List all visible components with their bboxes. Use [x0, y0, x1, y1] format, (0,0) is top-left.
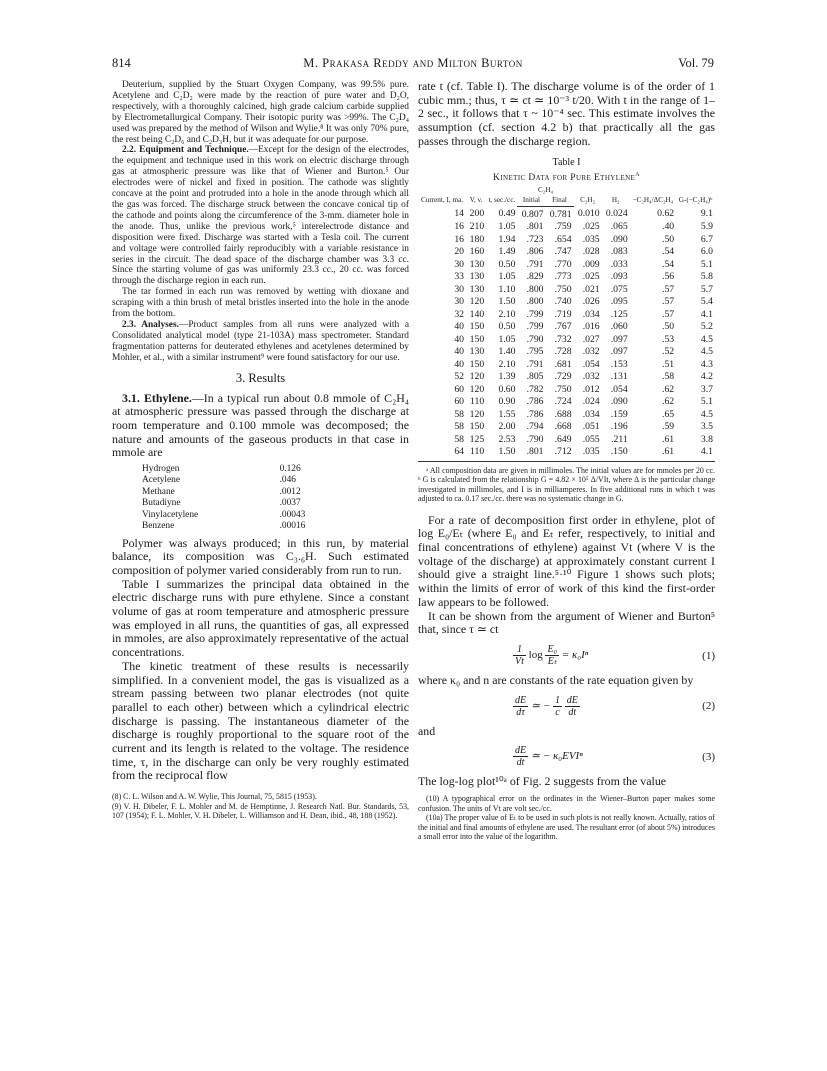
- table-label: Table I: [552, 156, 581, 168]
- cell-c2h4-initial: .794: [526, 421, 544, 433]
- cell-g: 4.2: [700, 371, 713, 383]
- equation-3-number: (3): [702, 750, 715, 763]
- cell-c2h4-initial: .791: [526, 258, 544, 270]
- table-row: [418, 259, 715, 272]
- cell-ratio: .56: [662, 271, 675, 283]
- equation-1-ratio: [545, 644, 559, 667]
- cell-current: 16: [454, 233, 465, 245]
- cell-current: 52: [454, 371, 465, 383]
- equation-1-prefactor: [513, 644, 526, 667]
- subsection-heading-ethylene: 3.1. Ethylene.: [122, 390, 192, 405]
- equation-1-rhs: = κ₀Iⁿ: [561, 649, 589, 662]
- cell-voltage: 200: [469, 208, 485, 220]
- cell-h2: .159: [610, 408, 628, 420]
- equation-3-lhs-num: dE: [515, 745, 527, 757]
- header-c2h2: C₂H₂: [580, 196, 596, 205]
- cell-g: 4.3: [700, 358, 713, 370]
- equation-1-prefactor-num: 1: [513, 644, 526, 656]
- cell-ratio: .58: [662, 371, 675, 383]
- equation-2-rhs: [565, 695, 580, 718]
- cell-c2h4-final: .728: [554, 346, 572, 358]
- cell-c2h4-final: .747: [554, 246, 572, 258]
- footnote-8: (8) C. L. Wilson and A. W. Wylie, This Journal, 75, 5815 (1953).: [112, 792, 317, 802]
- cell-time: 2.10: [498, 308, 516, 320]
- cell-g: 3.7: [700, 383, 713, 395]
- cell-time: 1.10: [498, 283, 516, 295]
- equation-2-mid-den: c: [555, 706, 560, 718]
- cell-current: 58: [454, 408, 465, 420]
- cell-c2h4-initial: .806: [526, 246, 544, 258]
- cell-h2: .150: [602, 446, 630, 461]
- cell-c2h2: .021: [582, 283, 600, 295]
- cell-time: 0.50: [498, 321, 516, 333]
- paragraph-wiener-burton: It can be shown from the argument of Wiener and Burton⁵ that, since τ ≃ ct: [418, 608, 715, 637]
- cell-ratio: .65: [662, 408, 675, 420]
- equation-2-number: (2): [702, 700, 715, 713]
- cell-voltage: 140: [469, 308, 485, 320]
- cell-h2: .211: [611, 433, 628, 445]
- cell-ratio: .57: [662, 296, 675, 308]
- equation-2-mid-num: 1: [555, 694, 560, 706]
- equation-2-rhs-den: dt: [568, 706, 577, 718]
- cell-current: 14: [454, 208, 465, 220]
- cell-c2h2: .028: [582, 246, 600, 258]
- cell-current: 64: [418, 446, 466, 461]
- cell-g: 5.2: [700, 321, 713, 333]
- cell-c2h4-final: .759: [554, 221, 572, 233]
- product-amount: .046: [279, 475, 296, 486]
- cell-g: 5.1: [700, 396, 713, 408]
- product-amount: .0012: [279, 486, 301, 497]
- cell-c2h2: .035: [574, 446, 602, 461]
- equation-3-lhs: [513, 745, 528, 768]
- paragraph-rate-constants: where κ₀ and n are constants of the rate equation given by: [418, 673, 694, 687]
- cell-c2h4-initial: .799: [526, 321, 544, 333]
- cell-c2h4-final: .732: [554, 333, 572, 345]
- volume-label: Vol. 79: [678, 56, 714, 70]
- cell-c2h4-initial: .805: [526, 371, 544, 383]
- cell-ratio: .61: [662, 433, 675, 445]
- table-header: [418, 186, 715, 207]
- cell-c2h2: .055: [582, 433, 600, 445]
- product-row: [142, 521, 352, 532]
- cell-current: 40: [454, 333, 465, 345]
- cell-time: 1.50: [498, 296, 516, 308]
- cell-h2: .196: [610, 421, 628, 433]
- cell-h2: .033: [610, 258, 628, 270]
- cell-g: 9.1: [700, 208, 713, 220]
- table-row: [418, 234, 715, 247]
- cell-voltage: 110: [470, 396, 485, 408]
- cell-time: 0.90: [498, 396, 516, 408]
- cell-current: 32: [454, 308, 465, 320]
- paragraph-equipment-text: —Except for the design of the electrodes, the equipment and technique used in this work on electric discharge through gas at atmospheric pressure was like that of Wiener and Burton.⁵ Our electrodes were of nickel and fixed in position. The cathode was slightly concave at the point and protruded into a hole in the anode through which all the gas was forced. The discharge struck between the concave conical tip of the cathode and points along the circumference of the 3-mm. diameter hole in the anode. Thus, unlike the previous work,⁵ interelectrode distance and disposition were fixed. Discharge was started with a Tesla coil. The current and voltage were controlled fairly reproducibly with a variable resistance in series in the circuit. The dead space of the discharge chamber was 3.3 cc. Since the starting volume of gas was uniformly 23.3 cc., 20 cc. was forced through the discharge region in each run.: [112, 145, 409, 287]
- cell-c2h2: .051: [582, 421, 600, 433]
- cell-ratio: .53: [662, 333, 675, 345]
- cell-c2h2: .025: [582, 221, 600, 233]
- cell-voltage: 130: [469, 258, 485, 270]
- equation-2-lhs-num: dE: [515, 694, 527, 706]
- header-time: t, sec./cc.: [488, 196, 516, 205]
- product-row: [142, 487, 352, 498]
- cell-c2h4-final: .712: [546, 446, 574, 461]
- header-c2h4-group: C₂H₄: [538, 185, 554, 194]
- footnote-9: (9) V. H. Dibeler, F. L. Mohler and M. de Hemptinne, J. Research Natl. Bur. Standards, 53, 107 (1954); F. L. Mohler, V. H. Dibeler, L. Williamson and H. Dean, ibid., 48, 188 (1952).: [112, 801, 409, 821]
- cell-current: 40: [454, 321, 465, 333]
- cell-c2h2: .012: [582, 383, 600, 395]
- header-current: Current, I, ma.: [420, 196, 464, 205]
- cell-c2h4-initial: .786: [526, 396, 544, 408]
- paragraph-kinetics: The kinetic treatment of these results is necessarily simplified. In a convenient model, the gas is visualized as a stream passing between two planar electrodes (not quite parallel to each other) between which a cylindrical electric discharge is passing. The instantaneous diameter of the discharge is roughly proportional to the square root of the current and its length is related to the voltage. The residence time, τ, in the discharge can only be very roughly estimated from the reciprocal flow: [112, 658, 409, 783]
- cell-current: 40: [454, 358, 465, 370]
- cell-time: 1.05: [498, 271, 516, 283]
- cell-h2: .093: [610, 271, 628, 283]
- product-name: Benzene: [142, 521, 175, 532]
- table-row: [418, 246, 715, 259]
- cell-c2h4-initial: .800: [526, 296, 544, 308]
- paragraph-ethylene: [112, 392, 409, 461]
- product-name: Vinylacetylene: [142, 509, 199, 520]
- cell-time: 1.39: [498, 371, 516, 383]
- cell-c2h2: .035: [582, 233, 600, 245]
- table-row: [418, 359, 715, 372]
- cell-c2h4-initial: .801: [517, 446, 545, 461]
- product-amount: 0.126: [279, 464, 301, 475]
- paragraph-first-order: For a rate of decomposition first order in ethylene, plot of log E₀/Eₜ (where E₀ and Eₜ refer, respectively, to initial and final concentrations of ethylene) against Vt (where V is the voltage of the discharge) at approximately constant current I should give a straight line.⁵·¹⁰ Figure 1 shows such plots; within the limits of error of work of this kind the first-order law appears to be followed.: [418, 512, 715, 609]
- cell-c2h4-initial: .791: [526, 358, 544, 370]
- cell-c2h4-initial: .801: [526, 221, 544, 233]
- cell-current: 58: [454, 421, 465, 433]
- cell-voltage: 120: [469, 383, 485, 395]
- cell-g: 4.1: [676, 446, 715, 461]
- cell-h2: .153: [610, 358, 628, 370]
- product-amount: .00016: [279, 521, 306, 532]
- cell-h2: .065: [610, 221, 628, 233]
- cell-c2h2: .034: [582, 408, 600, 420]
- cell-time: 1.49: [498, 246, 516, 258]
- equation-3: [418, 745, 715, 768]
- cell-current: 30: [454, 258, 465, 270]
- cell-time: 2.53: [498, 433, 516, 445]
- cell-c2h2: .009: [582, 258, 600, 270]
- cell-current: 60: [454, 383, 465, 395]
- cell-c2h4-final: .719: [554, 308, 572, 320]
- equation-2: [418, 695, 715, 718]
- table-row: [418, 371, 715, 384]
- cell-ratio: .50: [662, 321, 675, 333]
- cell-g: 5.7: [700, 283, 713, 295]
- subsection-heading-analyses: 2.3. Analyses.: [122, 319, 179, 330]
- cell-g: 4.5: [700, 346, 713, 358]
- equation-1-ratio-num: E₀: [547, 644, 558, 655]
- cell-g: 5.4: [700, 296, 713, 308]
- cell-ratio: .62: [662, 383, 675, 395]
- table-row: [418, 284, 715, 297]
- equation-1-log: log: [528, 649, 543, 662]
- cell-g: 6.7: [700, 233, 713, 245]
- product-name: Butadiyne: [142, 498, 181, 509]
- cell-c2h2: .032: [582, 346, 600, 358]
- table-row: [418, 271, 715, 284]
- table-row: [418, 434, 715, 447]
- paragraph-materials: Deuterium, supplied by the Stuart Oxygen Company, was 99.5% pure. Acetylene and C₂D₂ were made by the reaction of pure water and D₂O, respectively, with a thoroughly calcined, high grade calcium carbide supplied by Electrometallurgical Company. Their isotopic purity was >99%. The C₂D₄ used was prepared by the method of Wilson and Wylie.⁸ It was only 70% pure, the rest being C₂D₆ and C₂D₃H, but it was adequate for our purpose.: [112, 80, 409, 145]
- product-row: [142, 464, 352, 475]
- cell-ratio: .50: [662, 233, 675, 245]
- cell-c2h2: .016: [582, 321, 600, 333]
- equation-1-prefactor-den: Vt: [515, 656, 524, 667]
- cell-c2h4-initial: .723: [526, 233, 544, 245]
- cell-current: 30: [454, 296, 465, 308]
- and-text: and: [418, 723, 436, 738]
- cell-time: 0.60: [498, 383, 516, 395]
- cell-voltage: 160: [469, 246, 485, 258]
- cell-c2h4-initial: .782: [526, 383, 544, 395]
- cell-c2h4-final: .668: [554, 421, 572, 433]
- cell-voltage: 150: [469, 358, 485, 370]
- cell-time: 1.50: [486, 446, 517, 461]
- header-ratio: −C₂H₄/ΔC₂H₄: [632, 196, 674, 205]
- cell-voltage: 130: [469, 271, 485, 283]
- cell-voltage: 150: [469, 321, 485, 333]
- section-heading-results: 3. Results: [235, 370, 286, 385]
- cell-g: 4.5: [700, 408, 713, 420]
- cell-c2h2: .032: [582, 371, 600, 383]
- header-voltage: V, v.: [469, 196, 483, 205]
- cell-c2h4-final: 0.781: [549, 208, 572, 220]
- cell-h2: .095: [610, 296, 628, 308]
- cell-g: 3.5: [700, 421, 713, 433]
- right-column: [418, 80, 715, 842]
- cell-voltage: 125: [469, 433, 485, 445]
- cell-voltage: 180: [469, 233, 485, 245]
- cell-current: 60: [454, 396, 465, 408]
- table-row: [418, 409, 715, 422]
- page-number: 814: [112, 56, 131, 70]
- kinetic-data-table: [418, 186, 715, 462]
- paragraph-flow-rate: rate t (cf. Table I). The discharge volume is of the order of 1 cubic mm.; thus, τ ≃ ct ≃ 10⁻³ t/20. With t in the range of 1–2 sec., it follows that τ ~ 10⁻⁴ sec. This estimate involves the assumption (cf. section 4.2 b) that practically all the gas passes through the discharge region.: [418, 79, 715, 148]
- paragraph-log-log: The log-log plot¹⁰ᵃ of Fig. 2 suggests from the value: [418, 774, 667, 789]
- left-column: [112, 80, 409, 821]
- products-table: [142, 464, 352, 532]
- product-name: Acetylene: [142, 475, 180, 486]
- cell-voltage: 150: [469, 333, 485, 345]
- header-initial: Initial: [517, 196, 545, 207]
- cell-g: 5.9: [700, 221, 713, 233]
- equation-2-body: [513, 695, 580, 718]
- cell-time: 0.49: [498, 208, 516, 220]
- paragraph-analyses: [112, 320, 409, 364]
- footnote-10a: (10a) The proper value of Eₜ to be used in such plots is not really known. Actually, ratios of the initial and final amounts of ethylene are used. The resultant error (of about 5%) introduces a small error into the value of the logarithm.: [418, 813, 715, 842]
- cell-c2h2: .027: [582, 333, 600, 345]
- cell-g: 6.0: [700, 246, 713, 258]
- cell-time: 1.94: [498, 233, 516, 245]
- cell-ratio: .57: [662, 283, 675, 295]
- table-row: [418, 334, 715, 347]
- cell-c2h4-initial: 0.807: [521, 208, 544, 220]
- cell-current: 33: [454, 271, 465, 283]
- cell-ratio: 0.62: [657, 208, 675, 220]
- cell-c2h4-initial: .799: [526, 308, 544, 320]
- table-header-row-1: [418, 186, 715, 196]
- cell-c2h2: .024: [582, 396, 600, 408]
- equation-2-lhs-den: dτ: [516, 706, 525, 718]
- cell-g: 5.8: [700, 271, 713, 283]
- cell-g: 4.5: [700, 333, 713, 345]
- cell-voltage: 120: [469, 408, 485, 420]
- equation-1-ratio-den: Eₜ: [547, 656, 557, 667]
- table-row: [418, 221, 715, 234]
- product-name: Hydrogen: [142, 464, 180, 475]
- table-footnote: ᵃ All composition data are given in millimoles. The initial values are for mmoles per 20 cc. ᵇ G is calculated from the relationship G = 4.82 × 10⁵ Δ/VIt, where Δ is the particular change investigated in millimoles, and I is in milliamperes. In five additional runs in which t was adjusted to ca. 0.17 sec./cc. there was no systematic change in G.: [418, 465, 715, 504]
- cell-time: 0.50: [498, 258, 516, 270]
- header-h2: H₂: [611, 196, 620, 205]
- cell-ratio: .52: [662, 346, 675, 358]
- cell-h2: .083: [610, 246, 628, 258]
- cell-voltage: 130: [469, 283, 485, 295]
- table-row: [418, 384, 715, 397]
- cell-c2h4-final: .681: [554, 358, 572, 370]
- equation-2-mid: [553, 695, 562, 718]
- cell-c2h4-final: .729: [554, 371, 572, 383]
- cell-current: 16: [454, 221, 465, 233]
- paragraph-analyses-text: —Product samples from all runs were analyzed with a Consolidated analytical model (type 21-103A) mass spectrometer. Standard fragmentation patterns for deuterated ethylenes and acetylenes determined by Mohler, et al., with a similar instrument⁹ were found satisfactory for our use.: [112, 319, 409, 363]
- cell-voltage: 210: [469, 221, 485, 233]
- cell-ratio: .51: [662, 358, 675, 370]
- running-title: M. Prakasa Reddy and Milton Burton: [303, 56, 523, 70]
- cell-c2h4-final: .740: [554, 296, 572, 308]
- product-amount: .0037: [279, 498, 301, 509]
- product-row: [142, 498, 352, 509]
- cell-time: 1.55: [498, 408, 516, 420]
- cell-h2: .097: [610, 346, 628, 358]
- cell-ratio: .54: [662, 258, 675, 270]
- equation-2-operator: ≃ −: [530, 699, 551, 712]
- cell-c2h4-initial: .790: [526, 433, 544, 445]
- header-final: Final: [546, 196, 574, 207]
- cell-c2h4-initial: .800: [526, 283, 544, 295]
- paragraph-equipment: [112, 145, 409, 287]
- equation-3-body: [513, 745, 583, 768]
- cell-c2h2: .034: [582, 308, 600, 320]
- cell-time: 1.05: [498, 333, 516, 345]
- product-row: [142, 475, 352, 486]
- table-title-footnote-mark: a: [635, 168, 640, 178]
- paragraph-tar: The tar formed in each run was removed by wetting with dioxane and scraping with a thin brush of metal bristles inserted into the hole in the anode from the bottom.: [112, 287, 409, 320]
- cell-ratio: .61: [630, 446, 676, 461]
- cell-voltage: 150: [469, 421, 485, 433]
- table-row: [418, 309, 715, 322]
- cell-time: 2.10: [498, 358, 516, 370]
- table-title: [418, 169, 715, 183]
- cell-voltage: 120: [469, 371, 485, 383]
- cell-h2: .075: [610, 283, 628, 295]
- cell-c2h2: .025: [582, 271, 600, 283]
- table-row: [418, 421, 715, 434]
- cell-g: 3.8: [700, 433, 713, 445]
- cell-c2h4-final: .649: [554, 433, 572, 445]
- cell-c2h4-initial: .790: [526, 333, 544, 345]
- cell-time: 1.40: [498, 346, 516, 358]
- equation-2-rhs-num: dE: [566, 694, 578, 706]
- cell-h2: .131: [610, 371, 628, 383]
- cell-c2h4-initial: .786: [526, 408, 544, 420]
- cell-voltage: 110: [466, 446, 486, 461]
- equation-3-rhs: ≃ − κ₀EVIⁿ: [530, 750, 583, 763]
- table-row: [418, 321, 715, 334]
- cell-c2h4-final: .688: [554, 408, 572, 420]
- cell-c2h4-final: .750: [554, 383, 572, 395]
- cell-current: 20: [454, 246, 465, 258]
- cell-current: 30: [454, 283, 465, 295]
- equation-3-lhs-den: dt: [516, 757, 525, 769]
- cell-voltage: 130: [469, 346, 485, 358]
- cell-c2h4-initial: .795: [526, 346, 544, 358]
- paragraph-polymer: Polymer was always produced; in this run, by material balance, its composition was C₃.₆H. Such estimated composition of polymer varied considerably from run to run.: [112, 535, 409, 577]
- product-amount: .00043: [279, 509, 306, 520]
- cell-voltage: 120: [469, 296, 485, 308]
- cell-g: 4.1: [700, 308, 713, 320]
- table-title-text: Kinetic Data for Pure Ethylene: [493, 172, 636, 183]
- equation-2-lhs: [513, 695, 528, 718]
- cell-c2h2: .026: [582, 296, 600, 308]
- cell-time: 2.00: [498, 421, 516, 433]
- cell-c2h4-final: .770: [554, 258, 572, 270]
- cell-ratio: .59: [662, 421, 675, 433]
- cell-h2: .054: [610, 383, 628, 395]
- cell-ratio: .54: [662, 246, 675, 258]
- table-body: [418, 206, 715, 461]
- cell-c2h2: .054: [582, 358, 600, 370]
- subsection-heading-equipment: 2.2. Equipment and Technique.: [122, 145, 249, 156]
- product-name: Methane: [142, 486, 175, 497]
- cell-h2: .125: [610, 308, 628, 320]
- paragraph-table-summary: Table I summarizes the principal data obtained in the electric discharge runs with pure ethylene. Since a constant volume of gas at room temperature and atmospheric pressure was employed in all runs, the quantities of gas, all expressed in mmoles, are also approximately representative of the actual concentrations.: [112, 576, 409, 660]
- equation-1-number: (1): [702, 649, 715, 662]
- cell-ratio: .57: [662, 308, 675, 320]
- cell-h2: 0.024: [605, 208, 628, 220]
- cell-h2: .060: [610, 321, 628, 333]
- equation-1-body: [513, 644, 588, 667]
- table-row: [418, 446, 715, 461]
- cell-c2h4-final: .724: [554, 396, 572, 408]
- footnote-10: (10) A typographical error on the ordinates in the Wiener–Burton paper makes some confusion. The units of Vt are volt sec./cc.: [418, 794, 715, 813]
- cell-h2: .090: [610, 396, 628, 408]
- table-row: [418, 346, 715, 359]
- cell-time: 1.05: [498, 221, 516, 233]
- cell-h2: .097: [610, 333, 628, 345]
- cell-c2h4-final: .773: [554, 271, 572, 283]
- cell-g: 5.1: [700, 258, 713, 270]
- cell-c2h4-initial: .829: [526, 271, 544, 283]
- cell-ratio: .40: [662, 221, 675, 233]
- cell-ratio: .62: [662, 396, 675, 408]
- header-g: G-(−C₂H₄)ᵇ: [678, 196, 713, 205]
- cell-current: 40: [454, 346, 465, 358]
- cell-c2h4-final: .767: [554, 321, 572, 333]
- product-row: [142, 510, 352, 521]
- cell-h2: .090: [610, 233, 628, 245]
- table-row: [418, 296, 715, 309]
- table-row: [418, 206, 715, 221]
- cell-c2h2: 0.010: [577, 208, 600, 220]
- cell-c2h4-final: .750: [554, 283, 572, 295]
- cell-current: 58: [454, 433, 465, 445]
- cell-c2h4-final: .654: [554, 233, 572, 245]
- equation-1: [418, 644, 715, 667]
- table-row: [418, 396, 715, 409]
- paragraph-ethylene-text: —In a typical run about 0.8 mmole of C₂H₄ at atmospheric pressure was passed through the discharge at room temperature and 0.100 mmole was decomposed; the nature and amounts of the gaseous products in that case in mmole are: [112, 390, 409, 460]
